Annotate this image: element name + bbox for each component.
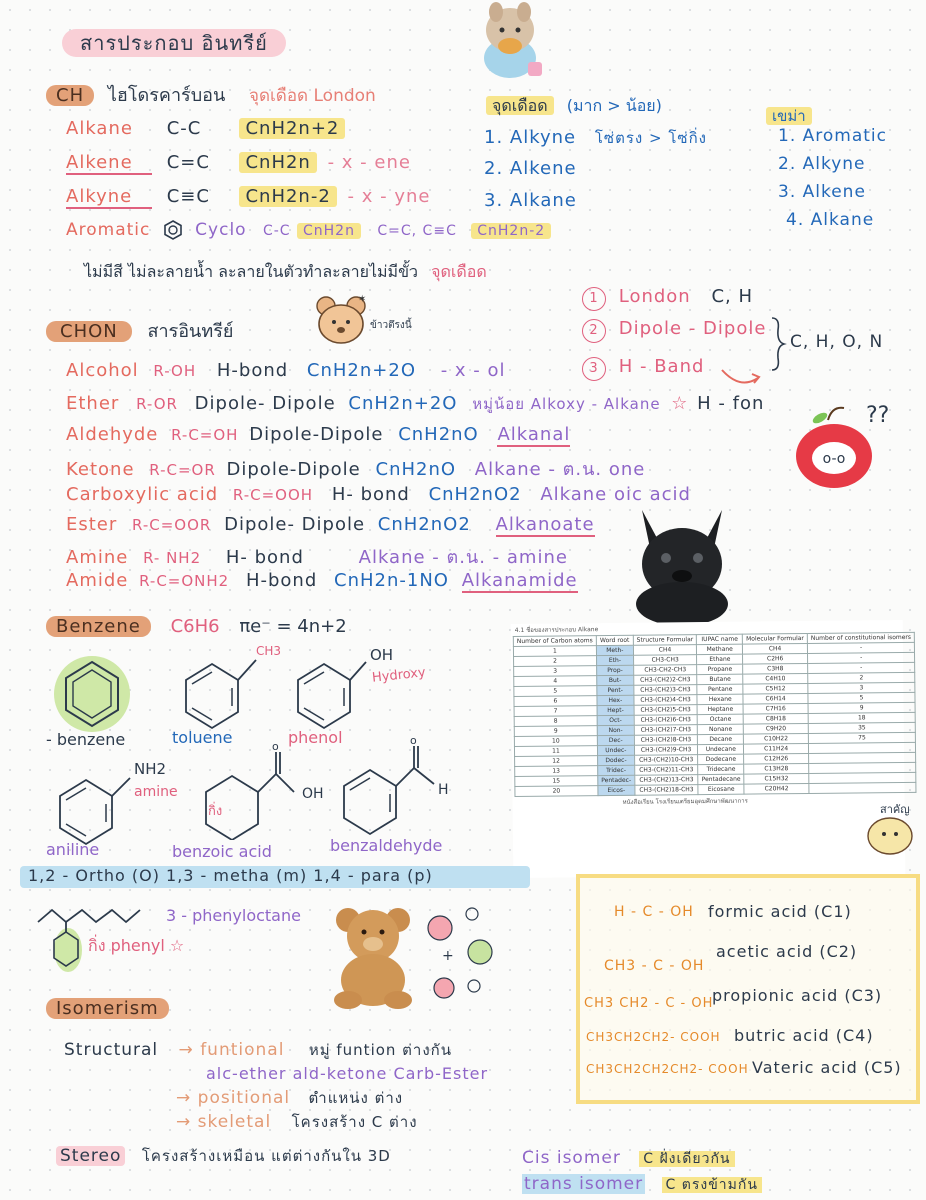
force-item-2 <box>582 318 766 343</box>
phenyloctane-label: 3 - phenyloctane <box>166 906 301 925</box>
benzaldehyde-sub: H <box>438 782 449 798</box>
table-cell: Hexane <box>697 694 743 704</box>
acid-3-name: propionic acid (C3) <box>712 986 883 1005</box>
positional-note: ตำแหน่ง ต่าง <box>308 1089 404 1107</box>
chon-header <box>46 316 233 345</box>
alkyne-suffix: - x - yne <box>347 186 431 207</box>
phenyl-text: กิ่ง phenyl <box>88 936 165 955</box>
boiling-sub: (มาก > น้อย) <box>566 96 662 115</box>
amine-force: H- bond <box>225 547 304 568</box>
soot-header <box>766 104 812 128</box>
force-brace <box>768 316 788 372</box>
aldehyde-name: Aldehyde <box>66 424 159 445</box>
cis-label: Cis isomer <box>522 1148 621 1168</box>
trans-note: C ตรงข้ามกัน <box>662 1177 762 1193</box>
isomer-pairs: alc-ether ald-ketone Carb-Ester <box>206 1064 489 1083</box>
aniline-label: aniline <box>46 840 100 859</box>
table-cell: Prop- <box>597 665 634 675</box>
table-cell: 8 <box>514 716 597 727</box>
ch-note-text: ไม่มีสี ไม่ละลายน้ำ ละลายในตัวทำละลายไม่มีขั้ว <box>84 262 418 281</box>
cis-line <box>522 1148 735 1170</box>
boiling-item-2: 2. Alkene <box>484 158 577 179</box>
phenol-sub: OH <box>370 646 394 664</box>
apple-face: o-o <box>822 451 846 467</box>
table-cell: C20H42 <box>744 783 809 794</box>
iupac-table-wrap <box>511 620 912 878</box>
table-cell: C4H10 <box>743 673 808 684</box>
question-marks: ?? <box>866 403 890 428</box>
svg-text:✶: ✶ <box>358 294 367 305</box>
cat-note: สาคัญ <box>880 803 910 816</box>
table-cell: C7H16 <box>743 703 808 714</box>
table-cell: 5 <box>514 686 597 697</box>
boiling-title: จุดเดือด <box>486 96 554 115</box>
stereo-label: Stereo <box>56 1146 125 1166</box>
ch-bp-note: จุดเดือด London <box>249 86 376 106</box>
table-cell: C9H20 <box>744 723 809 734</box>
amine-group: R- NH2 <box>143 549 202 567</box>
table-cell: Heptane <box>697 704 743 714</box>
positional-label: → positional <box>176 1088 291 1108</box>
ch-row-aromatic <box>66 220 551 240</box>
carboxylic-group: R-C=OOH <box>232 486 314 504</box>
chon-thai: สารอินทรีย์ <box>147 321 234 342</box>
table-cell: CH3-(CH2)3-CH3 <box>634 685 698 696</box>
table-header-cell: Word root <box>596 635 633 645</box>
amide-formula: CnH2n-1NO <box>334 570 449 591</box>
table-cell: 2 <box>514 656 597 667</box>
alkyne-bond: C≡C <box>166 186 210 207</box>
hamster-note: ข้าวตึรงนี้ <box>370 320 412 331</box>
table-cell: Nonane <box>698 724 744 734</box>
boiling-header <box>486 94 662 119</box>
table-cell: Ethane <box>697 654 743 664</box>
bear-sticker <box>312 292 376 348</box>
teddy-bear-photo <box>318 900 428 1010</box>
table-cell: 3 <box>808 682 915 693</box>
ch-badge-line <box>46 80 376 109</box>
ketone-force: Dipole-Dipole <box>226 459 361 480</box>
benzene-header <box>46 616 347 637</box>
acid-5-name: Vateric acid (C5) <box>752 1058 902 1077</box>
ester-formula: CnH2nO2 <box>377 514 471 535</box>
force-3-label: H - Band <box>618 356 705 377</box>
iupac-table <box>513 632 917 797</box>
table-cell: CH3-CH3 <box>633 655 697 666</box>
skeletal-label: → skeletal <box>176 1112 272 1132</box>
hfon-label: H - fon <box>697 393 765 414</box>
page-title: สารประกอบ อินทรีย์ <box>62 29 286 57</box>
table-cell: CH4 <box>743 643 808 654</box>
dog-photo <box>628 504 736 626</box>
acid-5-formula: CH3CH2CH2CH2- COOH <box>586 1062 749 1076</box>
table-cell: Pentadecane <box>698 774 744 784</box>
benzoic-label: benzoic acid <box>172 842 272 861</box>
alkene-formula: CnH2n <box>239 152 316 173</box>
table-cell: 11 <box>514 746 597 757</box>
table-cell: CH3-(CH2)2-CH3 <box>634 675 698 686</box>
ch-badge: CH <box>46 85 94 106</box>
soot-item-4: 4. Alkane <box>786 210 875 230</box>
amide-name: Amide <box>66 570 129 591</box>
chon-badge: CHON <box>46 321 132 342</box>
force-2-label: Dipole - Dipole <box>618 318 767 339</box>
acid-1-formula: H - C - OH <box>614 904 694 920</box>
amide-force: H-bond <box>245 570 318 591</box>
benzene-pi: πe⁻ = 4n+2 <box>239 616 347 637</box>
table-cell: Butane <box>697 674 743 684</box>
table-cell: 15 <box>515 776 598 787</box>
trans-line <box>522 1174 762 1196</box>
phenol-sub2: Hydroxy <box>371 665 427 686</box>
chon-row-alcohol <box>66 360 506 381</box>
carboxylic-suffix: Alkane oic acid <box>540 484 691 505</box>
table-header-cell: Number of Carbon atoms <box>513 636 596 647</box>
force-brace-label: C, H, O, N <box>790 332 884 352</box>
benzene-label: - benzene <box>46 730 126 749</box>
table-header-cell: Structure Formular <box>633 635 697 646</box>
force-1-label: London <box>618 286 691 307</box>
alkene-suffix: - x - ene <box>327 152 411 173</box>
table-cell: CH3-(CH2)6-CH3 <box>634 715 698 726</box>
force-item-3 <box>582 356 704 381</box>
carboxylic-name: Carboxylic acid <box>66 484 219 505</box>
aromatic-formula1: CnH2n <box>297 223 361 239</box>
ester-suffix: Alkanoate <box>495 514 595 535</box>
table-cell: C2H6 <box>743 653 808 664</box>
apples-doodle <box>424 900 504 1010</box>
ch-row-alkyne <box>66 186 430 209</box>
curved-arrow-icon <box>718 364 764 390</box>
benzoic-sub2: กิ่ง <box>208 804 223 819</box>
page-title-box <box>62 27 286 59</box>
ether-suffix: หมู่น้อย Alkoxy - Alkane <box>472 395 661 413</box>
table-cell: Non- <box>597 725 634 735</box>
table-cell: - <box>808 652 915 663</box>
positional-line <box>176 1086 403 1110</box>
table-cell: Eicos- <box>598 785 635 795</box>
svg-text:o: o <box>410 734 417 747</box>
table-cell: CH3-(CH2)5-CH3 <box>634 705 698 716</box>
table-cell: C10H22 <box>744 733 809 744</box>
ketone-suffix: Alkane - ต.น. one <box>474 459 646 480</box>
table-cell: Pentadec- <box>598 775 635 785</box>
soot-item-3: 3. Alkene <box>778 182 866 202</box>
acid-3-formula: CH3 CH2 - C - OH <box>584 996 714 1011</box>
acid-4-name: butric acid (C4) <box>734 1026 874 1045</box>
aldehyde-suffix: Alkanal <box>497 424 571 445</box>
table-cell: CH3-(CH2)8-CH3 <box>634 735 698 746</box>
chon-row-aldehyde <box>66 424 570 445</box>
table-cell: Dec- <box>597 735 634 745</box>
table-cell: CH3-(CH2)4-CH3 <box>634 695 698 706</box>
benzaldehyde-label: benzaldehyde <box>330 836 443 855</box>
structural-line <box>64 1038 452 1062</box>
carboxylic-formula: CnH2nO2 <box>428 484 522 505</box>
amide-group: R-C=ONH2 <box>139 572 230 590</box>
table-cell: Decane <box>698 734 744 744</box>
boiling-item-1-label: 1. Alkyne <box>484 127 577 148</box>
table-cell: C5H12 <box>743 683 808 694</box>
aromatic-cyclo: Cyclo <box>195 220 247 240</box>
table-cell: 9 <box>808 702 915 713</box>
table-cell: C11H24 <box>744 743 809 754</box>
table-cell: CH3-(CH2)10-CH3 <box>634 755 698 766</box>
table-cell: 1 <box>513 646 596 657</box>
skeletal-note: โครงสร้าง C ต่าง <box>291 1113 418 1131</box>
table-cell: Eth- <box>596 655 633 665</box>
isomerism-header <box>46 998 169 1019</box>
alkane-name: Alkane <box>66 118 133 139</box>
table-cell: C8H18 <box>743 713 808 724</box>
table-cell: 75 <box>808 732 915 743</box>
hexagon-icon <box>163 220 183 240</box>
table-cell: Hex- <box>597 695 634 705</box>
ester-group: R-C=OOR <box>132 516 212 534</box>
aromatic-formula2: CnH2n-2 <box>471 223 551 239</box>
alcohol-suffix: - x - ol <box>440 360 506 381</box>
force-1-num: 1 <box>582 287 606 311</box>
table-cell: C6H14 <box>743 693 808 704</box>
soot-title: เขม่า <box>766 107 812 125</box>
table-header-cell: Number of constitutional isomers <box>807 632 914 643</box>
table-cell: C12H26 <box>744 753 809 764</box>
skeletal-line <box>176 1110 418 1134</box>
amine-suffix: Alkane - ต.น. - amine <box>358 547 568 568</box>
boiling-item-1 <box>484 126 707 150</box>
toluene-label: toluene <box>172 728 233 747</box>
aldehyde-force: Dipole-Dipole <box>249 424 384 445</box>
chon-row-ester <box>66 514 595 535</box>
table-header-cell: IUPAC name <box>697 634 743 644</box>
ester-name: Ester <box>66 514 118 535</box>
table-cell: - <box>807 642 914 653</box>
table-cell: Meth- <box>596 645 633 655</box>
table-cell: 13 <box>515 766 598 777</box>
table-cell: 6 <box>514 696 597 707</box>
table-cell: CH3-CH2-CH3 <box>633 665 697 676</box>
benzene-formula: C6H6 <box>170 616 220 637</box>
positions-line <box>20 866 530 888</box>
ester-force: Dipole- Dipole <box>224 514 366 535</box>
table-cell: C13H28 <box>744 763 809 774</box>
ch-note-bp: จุดเดือด <box>431 262 487 281</box>
phenol-label: phenol <box>288 728 343 747</box>
boiling-item-1-note: โซ่ตรง > โซ่กิ่ง <box>594 129 707 147</box>
alkane-formula: CnH2n+2 <box>239 118 345 139</box>
ketone-formula: CnH2nO <box>375 459 457 480</box>
benzene-structure <box>50 654 140 734</box>
stereo-line <box>56 1144 391 1168</box>
aniline-structure <box>50 764 140 848</box>
table-cell: Eicosane <box>698 784 744 794</box>
table-cell: Pent- <box>597 685 634 695</box>
table-cell: 2 <box>808 672 915 683</box>
phenyl-label <box>88 934 184 959</box>
aromatic-bond: C-C <box>262 223 291 239</box>
boiling-item-3: 3. Alkane <box>484 190 577 211</box>
table-cell: CH3-(CH2)7-CH3 <box>634 725 698 736</box>
ch-row-alkane <box>66 118 345 139</box>
acid-2-formula: CH3 - C - OH <box>604 958 705 974</box>
table-cell: - <box>808 662 915 673</box>
table-cell: Dodecane <box>698 754 744 764</box>
alkane-bond: C-C <box>166 118 202 139</box>
aniline-sub: NH2 <box>134 760 167 778</box>
acid-1-name: formic acid (C1) <box>708 902 852 921</box>
table-cell: C3H8 <box>743 663 808 674</box>
table-header-cell: Molecular Formular <box>743 633 808 644</box>
table-cell: Undec- <box>597 745 634 755</box>
table-cell: 35 <box>808 722 915 733</box>
svg-text:o: o <box>272 740 279 753</box>
chon-row-ether <box>66 392 764 416</box>
alcohol-group: R-OH <box>153 362 197 380</box>
table-cell: Tridec- <box>598 765 635 775</box>
table-cell: Octane <box>697 714 743 724</box>
table-cell: 7 <box>514 706 597 717</box>
benzoic-sub: OH <box>302 786 324 802</box>
chon-row-amide <box>66 570 578 591</box>
apple-sticker <box>786 400 896 496</box>
aromatic-name: Aromatic <box>66 220 151 240</box>
isomerism-badge: Isomerism <box>46 998 169 1019</box>
amide-suffix: Alkanamide <box>461 570 578 591</box>
aldehyde-formula: CnH2nO <box>398 424 479 445</box>
iupac-footer: หนังสือเรียน โรงเรียนเตรียมอุดมศึกษาพัฒนาการ <box>622 797 748 806</box>
aromatic-bonds2: C=C, C≡C <box>377 223 457 239</box>
force-3-num: 3 <box>582 357 606 381</box>
table-cell: Tridecane <box>698 764 744 774</box>
chon-row-ketone <box>66 454 645 483</box>
ch-thai-label: ไฮโดรคาร์บอน <box>107 85 226 106</box>
table-cell: CH3-(CH2)13-CH3 <box>635 775 699 786</box>
table-cell: 3 <box>514 666 597 677</box>
table-cell: 9 <box>514 726 597 737</box>
stereo-note: โครงสร้างเหมือน แต่ต่างกันใน 3D <box>141 1147 391 1165</box>
ether-group: R-OR <box>136 395 178 413</box>
chon-row-amine <box>66 542 568 571</box>
alkene-name: Alkene <box>66 152 152 175</box>
alcohol-force: H-bond <box>216 360 289 381</box>
ketone-name: Ketone <box>66 459 135 480</box>
alcohol-formula: CnH2n+2O <box>306 360 416 381</box>
table-cell: C15H32 <box>744 773 809 784</box>
table-cell: Dodec- <box>597 755 634 765</box>
aniline-sub2: amine <box>134 784 178 800</box>
table-cell: Propane <box>697 664 743 674</box>
table-cell: Methane <box>697 644 743 654</box>
amine-name: Amine <box>66 547 129 568</box>
table-cell: 5 <box>808 692 915 703</box>
functional-label: → funtional <box>178 1040 285 1060</box>
ketone-group: R-C=OR <box>149 461 216 479</box>
ch-row-alkene <box>66 152 411 175</box>
trans-label: trans isomer <box>524 1174 644 1194</box>
table-cell: 18 <box>808 712 915 723</box>
toluene-sub: CH3 <box>256 644 282 658</box>
table-cell: But- <box>597 675 634 685</box>
acid-4-formula: CH3CH2CH2- COOH <box>586 1030 721 1044</box>
table-cell: CH3-(CH2)11-CH3 <box>634 765 698 776</box>
soot-item-1: 1. Aromatic <box>778 126 887 146</box>
table-cell: 20 <box>515 786 598 797</box>
aldehyde-group: R-C=OH <box>171 426 239 444</box>
carboxylic-force: H- bond <box>331 484 410 505</box>
table-cell: 4 <box>514 676 597 687</box>
force-item-1 <box>582 286 753 311</box>
ch-note <box>84 260 487 285</box>
ether-name: Ether <box>66 393 120 414</box>
force-2-num: 2 <box>582 319 606 343</box>
table-cell: CH3-(CH2)18-CH3 <box>635 785 699 796</box>
structural-label: Structural <box>64 1040 159 1060</box>
alcohol-name: Alcohol <box>66 360 139 381</box>
functional-note: หมู่ funtion ต่างกัน <box>308 1041 453 1059</box>
svg-text:+: + <box>442 948 454 964</box>
alkene-bond: C=C <box>166 152 210 173</box>
star-icon: ☆ <box>671 393 689 414</box>
table-cell: 12 <box>515 756 598 767</box>
soot-item-2: 2. Alkyne <box>778 154 866 174</box>
positions-text: 1,2 - Ortho (O) 1,3 - metha (m) 1,4 - para (p) <box>28 866 433 885</box>
table-cell: Oct- <box>597 715 634 725</box>
toluene-structure <box>176 644 266 736</box>
table-cell: CH4 <box>633 645 697 656</box>
table-cell: Pentane <box>697 684 743 694</box>
benzene-badge: Benzene <box>46 616 151 637</box>
table-cell: 10 <box>514 736 597 747</box>
hamster-sticker <box>470 0 550 84</box>
chon-row-carboxylic <box>66 484 691 505</box>
phenol-structure <box>288 644 378 736</box>
ether-force: Dipole- Dipole <box>194 393 336 414</box>
cis-note: C ฝั่งเดียวกัน <box>639 1151 734 1167</box>
table-cell: Hept- <box>597 705 634 715</box>
alkyne-formula: CnH2n-2 <box>239 186 336 207</box>
star-icon: ☆ <box>169 936 185 955</box>
table-cell: Undecane <box>698 744 744 754</box>
alkyne-name: Alkyne <box>66 186 152 209</box>
ether-formula: CnH2n+2O <box>348 393 458 414</box>
table-cell: CH3-(CH2)9-CH3 <box>634 745 698 756</box>
table-cell <box>809 782 916 793</box>
force-1-extra: C, H <box>711 286 753 307</box>
acid-2-name: acetic acid (C2) <box>716 942 858 961</box>
iupac-caption: 4.1 ชื่อของสารประกอบ Alkane <box>514 626 599 635</box>
